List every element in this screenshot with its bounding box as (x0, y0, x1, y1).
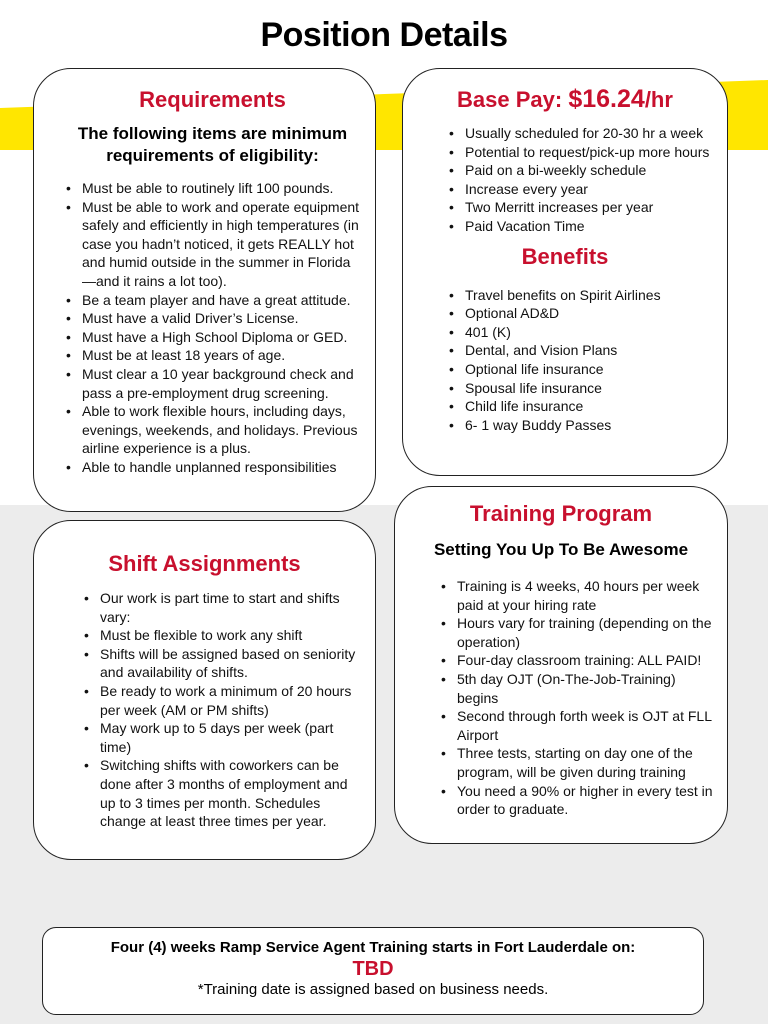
list-item: • You need a 90% or higher in every test in order to graduate. (457, 782, 715, 819)
list-item: • Able to work flexible hours, including days, evenings, weekends, and holidays. Previous airline experience is a plus. (82, 402, 361, 458)
notice-text: Four (4) weeks Ramp Service Agent Training starts in Fort Lauderdale on: (110, 939, 636, 956)
list-item: • Dental, and Vision Plans (465, 341, 715, 360)
training-date: TBD (352, 958, 394, 980)
list-item: • Must have a valid Driver’s License. (82, 309, 361, 328)
training-date-note: *Training date is assigned based on business needs. (197, 981, 549, 998)
list-item: • Paid Vacation Time (465, 217, 715, 236)
list-item: • Spousal life insurance (465, 379, 715, 398)
list-item: • Be a team player and have a great attitude. (82, 291, 361, 310)
requirements-card (33, 68, 376, 512)
requirements-list (64, 179, 361, 477)
list-item: • Potential to request/pick-up more hours (465, 143, 715, 162)
list-item: • Must be able to work and operate equipment safely and efficiently in high temperatures (in case you hadn’t noticed, it gets REALLY hot and humid outside in the summer in Florida—and it rains a lot too). (82, 198, 361, 291)
list-item: • Be ready to work a minimum of 20 hours per week (AM or PM shifts) (100, 682, 359, 719)
list-item: • Second through forth week is OJT at FLL Airport (457, 707, 715, 744)
training-list (439, 577, 715, 819)
shift-assignments-card (33, 520, 376, 860)
training-subheading: Setting You Up To Be Awesome (433, 540, 689, 559)
list-item: • Child life insurance (465, 397, 715, 416)
list-item: • Optional AD&D (465, 304, 715, 323)
list-item: • Travel benefits on Spirit Airlines (465, 286, 715, 305)
base-pay-unit: /hr (644, 87, 673, 112)
list-item: • Must have a High School Diploma or GED. (82, 328, 361, 347)
page-title: Position Details (260, 16, 508, 54)
list-item: • Paid on a bi-weekly schedule (465, 161, 715, 180)
list-item: • Must be flexible to work any shift (100, 626, 359, 645)
base-pay-amount: $16.24 (568, 85, 645, 113)
list-item: • Must be at least 18 years of age. (82, 346, 361, 365)
requirements-subheading: The following items are minimum requirements of eligibility: (77, 124, 348, 165)
list-item: • 401 (K) (465, 323, 715, 342)
base-pay-label: Base Pay: (457, 87, 569, 112)
list-item: • Switching shifts with coworkers can be done after 3 months of employment and up to 3 times per month. Schedules change at least three times per year. (100, 756, 359, 830)
list-item: • May work up to 5 days per week (part time) (100, 719, 359, 756)
benefits-list (447, 286, 715, 435)
training-start-notice (42, 927, 704, 1015)
shift-heading: Shift Assignments (108, 551, 301, 576)
list-item: • Must be able to routinely lift 100 pounds. (82, 179, 361, 198)
list-item: • 5th day OJT (On-The-Job-Training) begins (457, 670, 715, 707)
list-item: • Four-day classroom training: ALL PAID! (457, 651, 715, 670)
pay-benefits-card (402, 68, 728, 476)
training-heading: Training Program (469, 501, 653, 526)
list-item: • Our work is part time to start and shifts vary: (100, 589, 359, 626)
list-item: • Hours vary for training (depending on the operation) (457, 614, 715, 651)
list-item: • Optional life insurance (465, 360, 715, 379)
list-item: • Increase every year (465, 180, 715, 199)
base-pay-heading (415, 85, 715, 114)
shift-list (82, 589, 359, 831)
training-program-card (394, 486, 728, 844)
list-item: • Shifts will be assigned based on seniority and availability of shifts. (100, 645, 359, 682)
list-item: • 6- 1 way Buddy Passes (465, 416, 715, 435)
benefits-heading: Benefits (521, 243, 609, 269)
list-item: • Usually scheduled for 20-30 hr a week (465, 124, 715, 143)
list-item: • Able to handle unplanned responsibilities (82, 458, 361, 477)
list-item: • Three tests, starting on day one of the program, will be given during training (457, 744, 715, 781)
pay-list (447, 124, 715, 236)
list-item: • Training is 4 weeks, 40 hours per week paid at your hiring rate (457, 577, 715, 614)
list-item: • Must clear a 10 year background check and pass a pre-employment drug screening. (82, 365, 361, 402)
list-item: • Two Merritt increases per year (465, 198, 715, 217)
requirements-heading: Requirements (139, 87, 286, 112)
